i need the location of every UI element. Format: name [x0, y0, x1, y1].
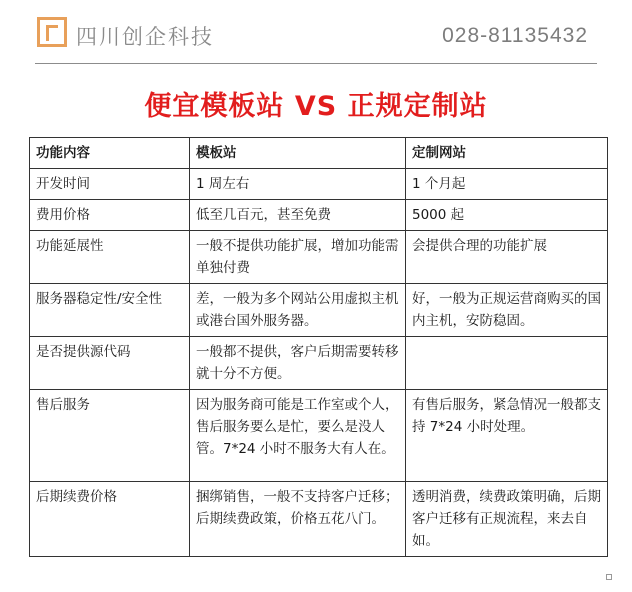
template-site-cell: 因为服务商可能是工作室或个人，售后服务要么是忙，要么是没人管。7*24 小时不服务大有人在。 — [190, 390, 406, 482]
template-site-cell: 差，一般为多个网站公用虚拟主机或港台国外服务器。 — [190, 284, 406, 337]
company-logo-icon — [37, 17, 67, 47]
custom-site-cell: 5000 起 — [406, 200, 608, 231]
row-label: 售后服务 — [30, 390, 190, 482]
row-label: 费用价格 — [30, 200, 190, 231]
template-site-cell: 捆绑销售，一般不支持客户迁移；后期续费政策，价格五花八门。 — [190, 482, 406, 557]
table-header-row — [30, 138, 608, 169]
page-title: 便宜模板站 VS 正规定制站 — [144, 91, 488, 122]
table-header-cell: 功能内容 — [30, 138, 190, 169]
company-name: 四川创企科技 — [76, 25, 214, 49]
phone-number: 028-81135432 — [442, 24, 588, 47]
page-header — [0, 0, 632, 64]
custom-site-cell: 透明消费，续费政策明确，后期客户迁移有正规流程，来去自如。 — [406, 482, 608, 557]
row-label: 后期续费价格 — [30, 482, 190, 557]
row-label: 功能延展性 — [30, 231, 190, 284]
custom-site-cell: 有售后服务，紧急情况一般都支持 7*24 小时处理。 — [406, 390, 608, 482]
template-site-cell: 一般都不提供，客户后期需要转移就十分不方便。 — [190, 337, 406, 390]
custom-site-cell: 好，一般为正规运营商购买的国内主机，安防稳固。 — [406, 284, 608, 337]
custom-site-cell: 1 个月起 — [406, 169, 608, 200]
table-row — [30, 231, 608, 284]
table-row — [30, 337, 608, 390]
table-header-cell: 定制网站 — [406, 138, 608, 169]
row-label: 是否提供源代码 — [30, 337, 190, 390]
table-row — [30, 169, 608, 200]
custom-site-cell: 会提供合理的功能扩展 — [406, 231, 608, 284]
table-row — [30, 284, 608, 337]
header-divider — [35, 63, 597, 64]
row-label: 服务器稳定性/安全性 — [30, 284, 190, 337]
template-site-cell: 一般不提供功能扩展，增加功能需单独付费 — [190, 231, 406, 284]
custom-site-cell — [406, 337, 608, 390]
row-label: 开发时间 — [30, 169, 190, 200]
table-row — [30, 200, 608, 231]
table-row — [30, 390, 608, 482]
comparison-table — [29, 137, 608, 557]
resize-handle-icon — [606, 574, 612, 580]
table-header-cell: 模板站 — [190, 138, 406, 169]
template-site-cell: 低至几百元，甚至免费 — [190, 200, 406, 231]
table-row — [30, 482, 608, 557]
template-site-cell: 1 周左右 — [190, 169, 406, 200]
